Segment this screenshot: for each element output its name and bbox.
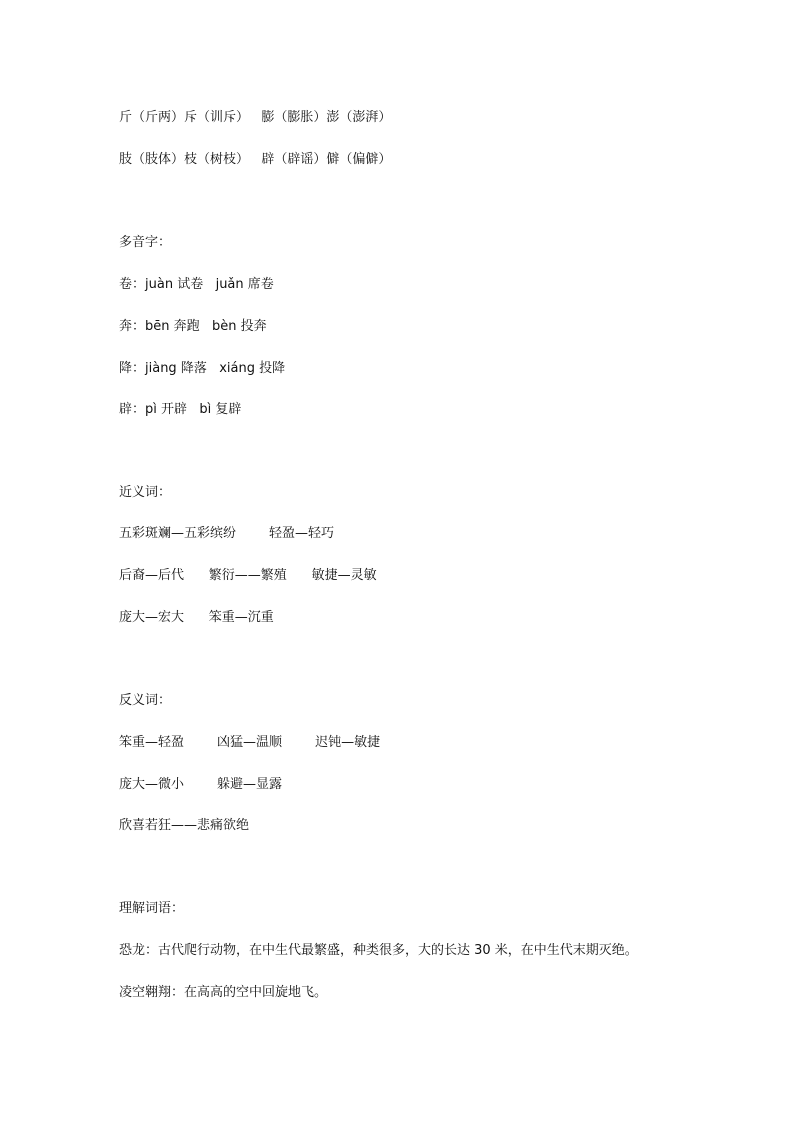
- heading-polyphonic: 多音字：: [119, 235, 172, 250]
- text-line-antonyms-3: 欣喜若狂——悲痛欲绝: [119, 818, 250, 833]
- text-line-homophones-2: 肢（肢体）枝（树枝） 辟（辟谣）僻（偏僻）: [119, 152, 392, 167]
- heading-synonyms: 近义词：: [119, 485, 172, 500]
- text-line-homophones-1: 斤（斤两）斥（训斥） 膨（膨胀）澎（澎湃）: [119, 110, 392, 125]
- text-line-synonyms-1: 五彩斑斓—五彩缤纷 轻盈—轻巧: [119, 526, 335, 541]
- text-line-antonyms-1: 笨重—轻盈 凶猛—温顺 迟钝—敏捷: [119, 735, 381, 750]
- text-line-meaning-dinosaur: 恐龙：古代爬行动物，在中生代最繁盛，种类很多，大的长达 30 米，在中生代末期灭绝。: [119, 943, 638, 958]
- text-line-synonyms-3: 庞大—宏大 笨重—沉重: [119, 610, 274, 625]
- text-line-polyphonic-jiang: 降：jiàng 降落 xiáng 投降: [119, 361, 286, 376]
- heading-word-meanings: 理解词语：: [119, 901, 185, 916]
- text-line-polyphonic-pi: 辟：pì 开辟 bì 复辟: [119, 402, 242, 417]
- text-line-antonyms-2: 庞大—微小 躲避—显露: [119, 777, 283, 792]
- text-line-meaning-soaring: 凌空翱翔：在高高的空中回旋地飞。: [119, 985, 328, 1000]
- text-line-polyphonic-juan: 卷：juàn 试卷 juǎn 席卷: [119, 277, 274, 292]
- heading-antonyms: 反义词：: [119, 693, 172, 708]
- text-line-polyphonic-ben: 奔：bēn 奔跑 bèn 投奔: [119, 319, 267, 334]
- text-line-synonyms-2: 后裔—后代 繁衍——繁殖 敏捷—灵敏: [119, 568, 377, 583]
